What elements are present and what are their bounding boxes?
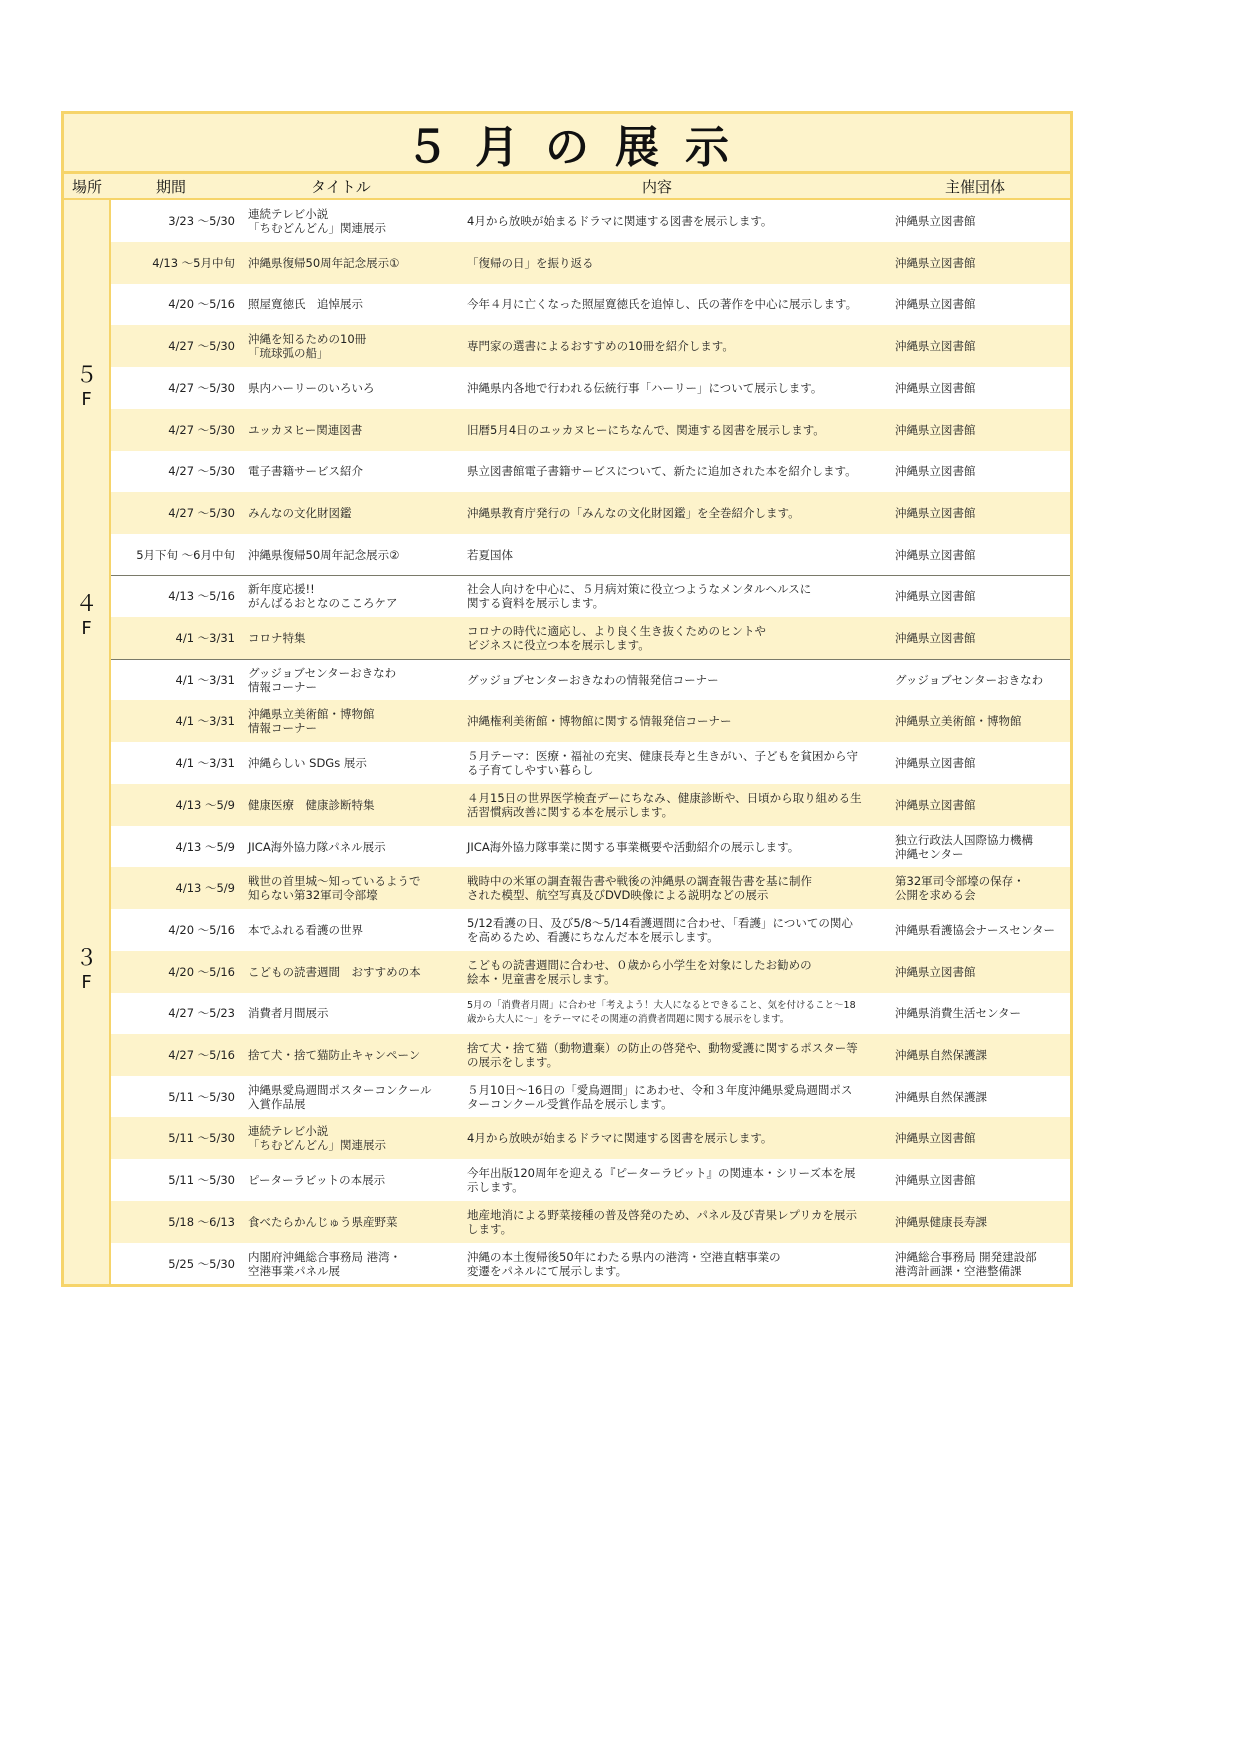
title-cell [248,534,458,576]
title-cell [248,867,458,909]
title-cell-line: 食べたらかんじゅう県産野菜 [248,1214,398,1229]
title-cell-line: 本でふれる看護の世界 [248,922,363,937]
table-row [111,1034,1070,1076]
content-cell [467,826,887,868]
floor-number: ３ [75,946,98,972]
header-organizer: 主催団体 [945,178,1006,196]
content-cell-line: 示します。 [467,1180,524,1195]
title-cell [248,242,458,284]
title-cell-line: 消費者月間展示 [248,1006,329,1021]
period-cell-line: 4/27 ～5/30 [168,339,235,354]
organizer-cell [895,992,1070,1034]
period-cell-line: 5/18 ～6/13 [168,1214,235,1229]
table-row [111,659,1070,701]
period-cell [111,909,235,951]
content-cell [467,283,887,325]
title-cell-line: 沖縄県立美術館・博物館 [248,707,375,722]
title-cell-line: 連続テレビ小説 [248,1124,329,1139]
content-cell-line: された模型、航空写真及びDVD映像による説明などの展示 [467,888,769,903]
title-cell [248,1201,458,1243]
period-cell [111,1117,235,1159]
organizer-cell [895,1076,1070,1118]
content-cell-line: 4月から放映が始まるドラマに関連する図書を展示します。 [467,1131,773,1146]
table-row [111,784,1070,826]
organizer-cell-line: 沖縄県立図書館 [895,464,976,479]
floor-suffix: F [81,388,92,410]
title-cell-line: 空港事業パネル展 [248,1263,340,1278]
floor-suffix: F [81,617,92,639]
content-cell-line: ５月テーマ：医療・福祉の充実、健康長寿と生きがい、子どもを貧困から守 [467,749,858,764]
content-cell-line: 沖縄県内各地で行われる伝統行事「ハーリー」について展示します。 [467,380,823,395]
organizer-cell [895,242,1070,284]
period-cell-line: 4/20 ～5/16 [168,297,235,312]
content-cell-line: 関する資料を展示します。 [467,596,605,611]
period-cell-line: 4/1 ～3/31 [175,631,235,645]
table-row [111,909,1070,951]
title-cell-line: 県内ハーリーのいろいろ [248,380,375,395]
content-cell-line: 今年４月に亡くなった照屋寛徳氏を追悼し、氏の著作を中心に展示します。 [467,297,858,312]
organizer-cell-line: 沖縄県立図書館 [895,339,976,354]
title-cell-line: グッジョブセンターおきなわ [248,665,397,680]
content-cell [467,867,887,909]
organizer-cell-line: 沖縄県立図書館 [895,756,976,771]
period-cell [111,1243,235,1285]
content-cell-line: る子育てしやすい暮らし [467,763,594,778]
content-cell [467,700,887,742]
title-cell [248,659,458,701]
organizer-cell-line: 沖縄県自然保護課 [895,1048,987,1062]
title-cell-line: 「ちむどんどん」関連展示 [248,1138,386,1153]
table-row [111,1243,1070,1285]
title-cell-line: 新年度応援!! [248,582,315,597]
table-row [111,242,1070,284]
content-cell-line: コロナの時代に適応し、より良く生き抜くためのヒントや [467,624,766,638]
content-cell-line: 歳から大人に～」をテーマにその関連の消費者問題に関する展示をします。 [467,1014,790,1026]
table-row [111,867,1070,909]
content-cell-line: 旧暦5月4日のユッカヌヒーにちなんで、関連する図書を展示します。 [467,422,825,437]
title-cell-line: 沖縄県復帰50周年記念展示① [248,255,400,270]
title-cell [248,200,458,242]
content-cell [467,575,887,617]
organizer-cell-line: 沖縄県立図書館 [895,505,976,520]
content-cell-line: グッジョブセンターおきなわの情報発信コーナー [467,672,719,687]
table-row [111,1117,1070,1159]
table-row [111,325,1070,367]
title-cell [248,1117,458,1159]
title-cell-line: ピーターラビットの本展示 [248,1173,386,1188]
period-cell-line: 4/27 ～5/16 [168,1048,235,1062]
table-row [111,1076,1070,1118]
header-period: 期間 [156,178,187,196]
organizer-cell-line: 沖縄県立図書館 [895,380,976,395]
content-cell-line: 変遷をパネルにて展示します。 [467,1263,628,1278]
content-cell-line: 専門家の選書によるおすすめの10冊を紹介します。 [467,339,734,354]
header-content: 内容 [642,178,673,196]
page-title: ５月の展示 [405,121,755,173]
title-cell-line: 情報コーナー [248,679,317,694]
organizer-cell [895,1243,1070,1285]
content-cell-line: 若夏国体 [467,547,513,562]
content-cell [467,534,887,576]
period-cell-line: 5/25 ～5/30 [168,1256,235,1271]
organizer-cell [895,575,1070,617]
title-cell-line: 沖縄県愛鳥週間ポスターコンクール [248,1082,432,1097]
period-cell-line: 4/20 ～5/16 [168,922,235,937]
content-cell [467,1034,887,1076]
period-cell-line: 5/11 ～5/30 [168,1131,235,1146]
title-cell [248,826,458,868]
title-cell-line: 沖縄県復帰50周年記念展示② [248,547,400,562]
table-row [111,534,1070,576]
title-cell [248,325,458,367]
period-cell [111,1159,235,1201]
organizer-cell-line: 沖縄県立図書館 [895,797,976,812]
header-place: 場所 [72,178,103,196]
organizer-cell [895,283,1070,325]
content-cell [467,492,887,534]
title-cell-line: 沖縄らしい SDGs 展示 [248,756,367,771]
period-cell-line: 4/13 ～5/9 [175,839,235,854]
organizer-cell [895,1159,1070,1201]
organizer-cell-line: 沖縄県消費生活センター [895,1006,1022,1021]
content-cell-line: 捨て犬・捨て猫（動物遺棄）の防止の啓発や、動物愛護に関するポスター等 [467,1041,858,1055]
content-cell [467,367,887,409]
content-cell-line: ５月10日～16日の「愛鳥週間」にあわせ、令和３年度沖縄県愛鳥週間ポス [467,1082,853,1097]
organizer-cell [895,951,1070,993]
title-cell-line: 照屋寛徳氏 追悼展示 [248,297,363,312]
title-cell [248,700,458,742]
title-cell-line: 「琉球弧の船」 [248,346,329,361]
period-cell [111,367,235,409]
content-cell-line: 沖縄の本土復帰後50年にわたる県内の港湾・空港直轄事業の [467,1249,781,1264]
organizer-cell-line: 沖縄県自然保護課 [895,1089,987,1104]
content-cell-line: 絵本・児童書を展示します。 [467,971,616,986]
content-cell-line: 活習慣病改善に関する本を展示します。 [467,804,674,819]
title-cell-line: JICA海外協力隊パネル展示 [248,839,386,854]
title-bar [64,114,1070,174]
title-cell-line: 「ちむどんどん」関連展示 [248,221,386,235]
organizer-cell-line: 沖縄県立図書館 [895,1131,976,1146]
title-cell [248,909,458,951]
period-cell-line: 5月下旬 ～6月中旬 [136,547,235,562]
organizer-cell [895,450,1070,492]
table-row [111,283,1070,325]
table-row [111,575,1070,617]
period-cell [111,826,235,868]
organizer-cell-line: 沖縄県健康長寿課 [895,1214,987,1229]
floor-label [64,200,111,575]
period-cell [111,867,235,909]
organizer-cell-line: 沖縄県看護協会ナースセンター [895,922,1055,937]
title-cell-line: 情報コーナー [248,721,317,736]
organizer-cell-line: 沖縄県立図書館 [895,297,976,312]
floor-number: ４ [75,591,98,617]
organizer-cell-line: グッジョブセンターおきなわ [895,672,1044,687]
period-cell [111,742,235,784]
content-cell-line: の展示をします。 [467,1055,559,1069]
content-cell [467,242,887,284]
period-cell [111,617,235,659]
title-cell [248,1243,458,1285]
content-cell-line: こどもの読書週間に合わせ、０歳から小学生を対象にしたお勧めの [467,957,812,972]
title-cell [248,409,458,451]
organizer-cell [895,700,1070,742]
title-cell-line: ユッカヌヒー関連図書 [248,422,363,437]
content-cell-line: JICA海外協力隊事業に関する事業概要や活動紹介の展示します。 [467,839,800,854]
table-header [64,174,1070,200]
period-cell [111,492,235,534]
table-row [111,409,1070,451]
organizer-cell [895,867,1070,909]
content-cell [467,617,887,659]
title-cell-line: 知らない第32軍司令部壕 [248,888,378,903]
title-cell [248,1076,458,1118]
organizer-cell-line: 沖縄県立図書館 [895,214,976,228]
header-title: タイトル [311,178,371,196]
period-cell [111,700,235,742]
content-cell-line: 沖縄権利美術館・博物館に関する情報発信コーナー [467,714,732,729]
table-row [111,1201,1070,1243]
content-cell-line: 地産地消による野菜接種の普及啓発のため、パネル及び青果レプリカを展示 [467,1207,857,1222]
content-cell [467,992,887,1034]
title-cell [248,1034,458,1076]
content-cell [467,1117,887,1159]
organizer-cell-line: 沖縄県立図書館 [895,255,976,270]
title-cell [248,575,458,617]
content-cell [467,1159,887,1201]
period-cell [111,575,235,617]
floor-label [64,575,111,658]
period-cell [111,659,235,701]
period-cell [111,951,235,993]
table-row [111,367,1070,409]
organizer-cell [895,200,1070,242]
title-cell-line: こどもの読書週間 おすすめの本 [248,964,421,979]
title-cell-line: 連続テレビ小説 [248,207,329,221]
organizer-cell [895,617,1070,659]
floor-suffix: F [81,972,92,994]
title-cell-line: 戦世の首里城～知っているようで [248,874,421,889]
organizer-cell-line: 沖縄県立図書館 [895,631,976,645]
organizer-cell-line: 公開を求める会 [895,888,976,903]
organizer-cell [895,492,1070,534]
title-cell-line: 電子書籍サービス紹介 [248,464,363,479]
period-cell [111,534,235,576]
content-cell-line: 4月から放映が始まるドラマに関連する図書を展示します。 [467,214,773,228]
period-cell [111,1076,235,1118]
period-cell [111,450,235,492]
table-row [111,450,1070,492]
organizer-cell-line: 沖縄県立図書館 [895,422,976,437]
title-cell-line: みんなの文化財図鑑 [248,505,352,520]
period-cell-line: 4/27 ～5/30 [168,505,235,520]
organizer-cell-line: 沖縄県立美術館・博物館 [895,714,1022,729]
content-cell-line: 沖縄県教育庁発行の「みんなの文化財図鑑」を全巻紹介します。 [467,505,800,520]
organizer-cell [895,659,1070,701]
period-cell-line: 4/1 ～3/31 [175,714,235,729]
period-cell-line: 3/23 ～5/30 [168,214,235,228]
content-cell-line: 戦時中の米軍の調査報告書や戦後の沖縄県の調査報告書を基に制作 [467,874,812,889]
organizer-cell-line: 沖縄県立図書館 [895,589,976,604]
content-cell-line: 社会人向けを中心に、５月病対策に役立つようなメンタルヘルスに [467,582,812,597]
organizer-cell-line: 沖縄県立図書館 [895,547,976,562]
content-cell-line: を高めるため、看護にちなんだ本を展示します。 [467,929,719,944]
table-row [111,826,1070,868]
organizer-cell-line: 独立行政法人国際協力機構 [895,832,1033,847]
table-body [64,200,1070,1284]
table-row [111,992,1070,1034]
title-cell-line: がんばるおとなのこころケア [248,596,398,611]
organizer-cell [895,826,1070,868]
organizer-cell [895,325,1070,367]
content-cell-line: ビジネスに役立つ本を展示します。 [467,638,650,652]
organizer-cell [895,742,1070,784]
title-cell-line: 健康医療 健康診断特集 [248,797,375,812]
period-cell-line: 4/27 ～5/30 [168,422,235,437]
title-cell-line: 内閣府沖縄総合事務局 港湾・ [248,1249,402,1264]
content-cell-line: 今年出版120周年を迎える『ピーターラビット』の関連本・シリーズ本を展 [467,1166,856,1181]
content-cell [467,742,887,784]
content-cell-line: します。 [467,1221,513,1236]
content-cell [467,784,887,826]
title-cell [248,283,458,325]
content-cell-line: 5/12看護の日、及び5/8～5/14看護週間に合わせ、「看護」についての関心 [467,915,853,930]
content-cell [467,325,887,367]
organizer-cell [895,1034,1070,1076]
period-cell-line: 4/27 ～5/23 [168,1006,235,1021]
organizer-cell-line: 港湾計画課・空港整備課 [895,1263,1022,1278]
period-cell [111,1034,235,1076]
organizer-cell [895,1201,1070,1243]
exhibit-sheet [61,111,1073,1287]
organizer-cell-line: 沖縄センター [895,846,964,861]
organizer-cell [895,367,1070,409]
period-cell [111,283,235,325]
title-cell [248,1159,458,1201]
table-row [111,1159,1070,1201]
table-row [111,742,1070,784]
period-cell-line: 4/27 ～5/30 [168,464,235,479]
organizer-cell-line: 沖縄県立図書館 [895,1173,976,1188]
title-cell-line: 入賞作品展 [248,1096,306,1111]
content-cell [467,659,887,701]
organizer-cell-line: 第32軍司令部壕の保存・ [895,874,1025,889]
title-cell [248,492,458,534]
content-cell [467,1201,887,1243]
table-row [111,617,1070,659]
period-cell [111,784,235,826]
period-cell-line: 5/11 ～5/30 [168,1089,235,1104]
period-cell-line: 4/13 ～5/9 [175,797,235,812]
table-row [111,700,1070,742]
period-cell-line: 5/11 ～5/30 [168,1173,235,1188]
organizer-cell-line: 沖縄県立図書館 [895,964,976,979]
title-cell [248,450,458,492]
table-row [111,492,1070,534]
period-cell [111,325,235,367]
content-cell [467,450,887,492]
period-cell-line: 4/13 ～5/9 [175,881,235,896]
period-cell [111,242,235,284]
table-row [111,951,1070,993]
table-row [111,200,1070,242]
period-cell [111,200,235,242]
period-cell-line: 4/1 ～3/31 [175,756,235,771]
floor-number: ５ [75,362,98,388]
content-cell [467,1243,887,1285]
content-cell-line: 「復帰の日」を振り返る [467,255,594,270]
organizer-cell [895,409,1070,451]
period-cell-line: 4/27 ～5/30 [168,380,235,395]
organizer-cell [895,784,1070,826]
content-cell [467,951,887,993]
title-cell [248,742,458,784]
period-cell-line: 4/1 ～3/31 [175,672,235,687]
content-cell-line: ４月15日の世界医学検査デーにちなみ、健康診断や、日頃から取り組める生 [467,790,862,805]
organizer-cell [895,534,1070,576]
content-cell [467,409,887,451]
content-cell-line: ターコンクール受賞作品を展示します。 [467,1096,673,1111]
title-cell [248,992,458,1034]
period-cell [111,409,235,451]
title-cell [248,951,458,993]
title-cell-line: 沖縄を知るための10冊 [248,332,367,347]
content-cell-line: 5月の「消費者月間」に合わせ「考えよう！大人になるとできること、気を付けること～18 [467,1000,856,1012]
title-cell-line: コロナ特集 [248,631,306,645]
content-cell [467,200,887,242]
organizer-cell [895,909,1070,951]
period-cell-line: 4/20 ～5/16 [168,964,235,979]
title-cell-line: 捨て犬・捨て猫防止キャンペーン [248,1048,421,1062]
floor-label [64,659,111,1285]
title-cell [248,367,458,409]
title-cell [248,784,458,826]
period-cell-line: 4/13 ～5月中旬 [152,255,235,270]
content-cell [467,909,887,951]
content-cell-line: 県立図書館電子書籍サービスについて、新たに追加された本を紹介します。 [467,464,857,479]
organizer-cell-line: 沖縄総合事務局 開発建設部 [895,1249,1037,1264]
organizer-cell [895,1117,1070,1159]
period-cell [111,1201,235,1243]
period-cell-line: 4/13 ～5/16 [168,589,235,604]
title-cell [248,617,458,659]
period-cell [111,992,235,1034]
content-cell [467,1076,887,1118]
